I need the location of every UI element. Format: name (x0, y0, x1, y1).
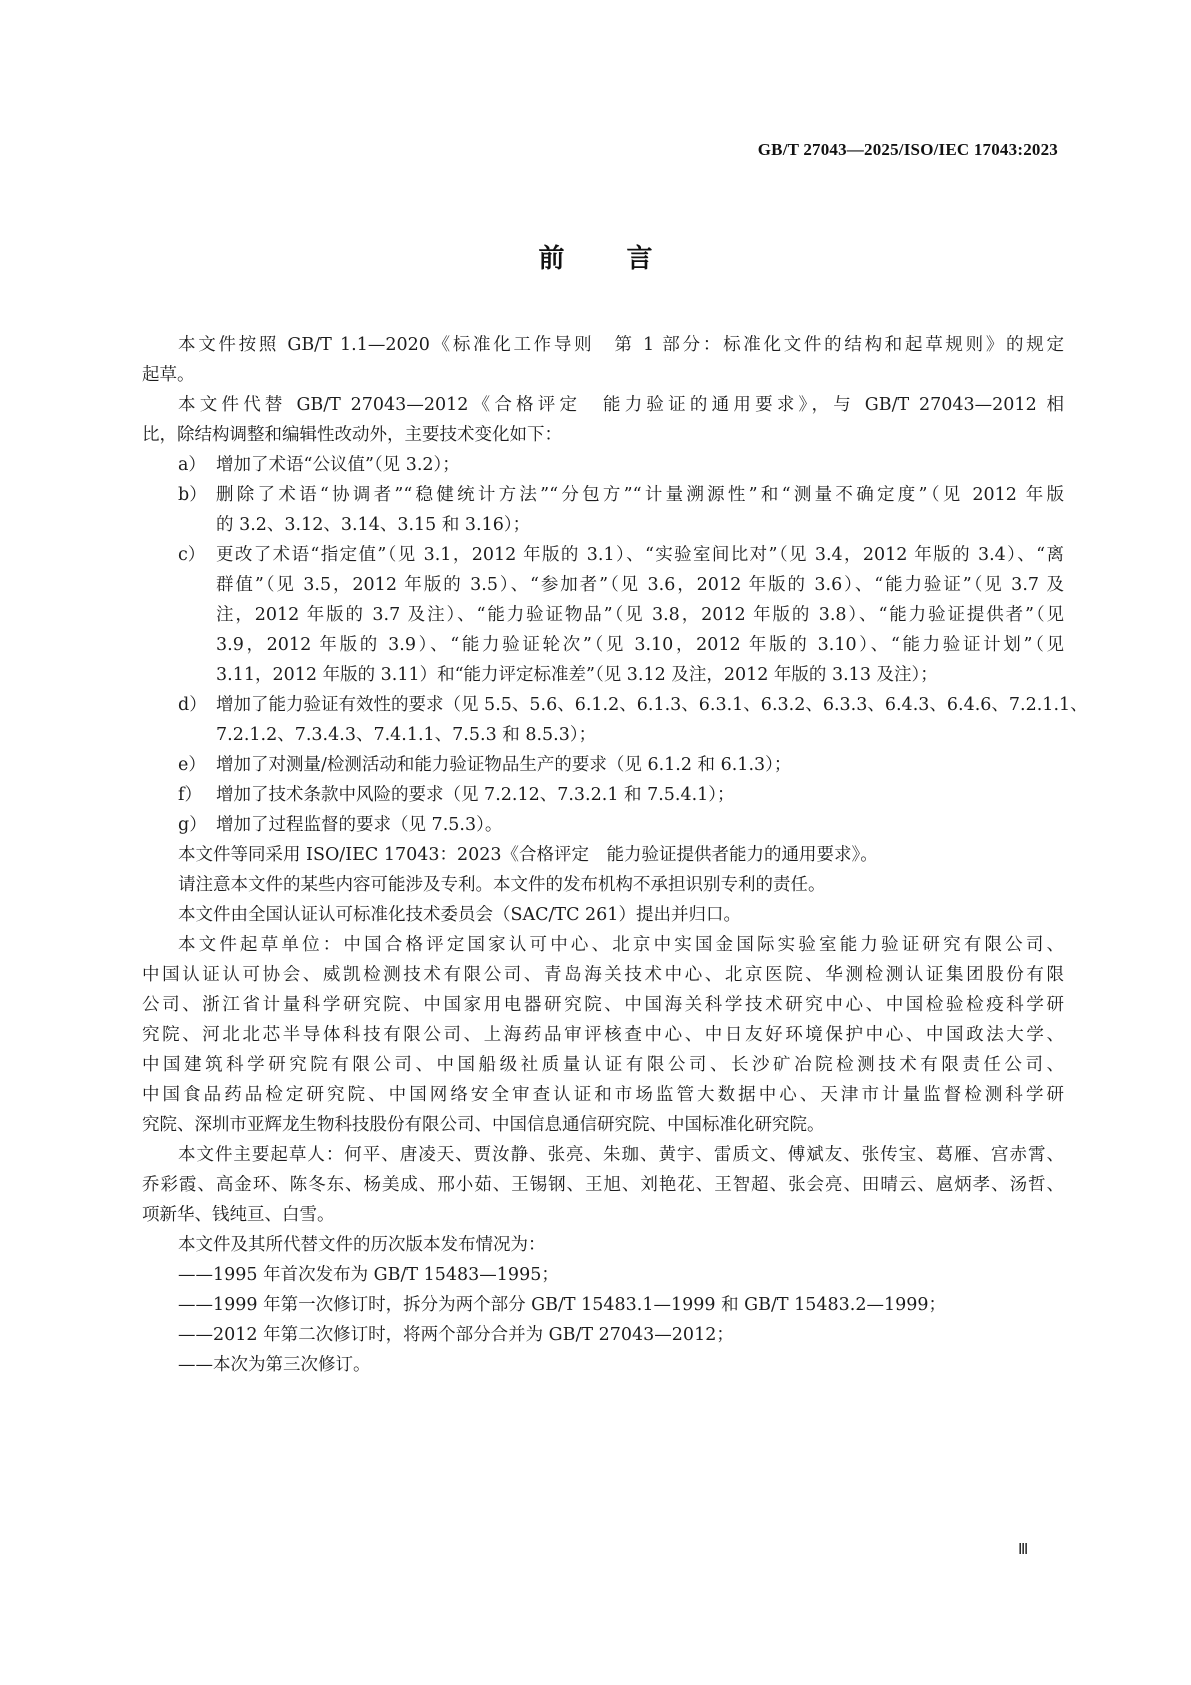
list-item-text: 删除了术语“协调者”“稳健统计方法”“分包方”“计量溯源性”和“测量不确定度”（见 2012 年版 (216, 485, 1064, 505)
list-item (142, 480, 1064, 510)
list-item-text: 3.11，2012 年版的 3.11）和“能力评定标准差”（见 3.12 及注，2012 年版的 3.13 及注）； (216, 665, 938, 685)
drafters-line: 项新华、钱纯亘、白雪。 (142, 1205, 335, 1225)
patent-notice: 请注意本文件的某些内容可能涉及专利。本文件的发布机构不承担识别专利的责任。 (178, 875, 826, 895)
list-item-text: 增加了技术条款中风险的要求（见 7.2.12、7.3.2.1 和 7.5.4.1）； (216, 785, 735, 805)
drafting-units-line: 本文件起草单位：中国合格评定国家认可中心、北京中实国金国际实验室能力验证研究有限公司、 (178, 935, 1064, 955)
history-item: ——1995 年首次发布为 GB/T 15483—1995； (178, 1265, 559, 1285)
paragraph-line: 比，除结构调整和编辑性改动外，主要技术变化如下： (142, 425, 562, 445)
adoption-statement: 本文件等同采用 ISO/IEC 17043：2023《合格评定 能力验证提供者能力的通用要求》。 (178, 845, 878, 865)
title-char-1: 前 (538, 244, 565, 274)
list-item-text: 7.2.1.2、7.3.4.3、7.4.1.1、7.5.3 和 8.5.3）； (216, 725, 597, 745)
list-item-text: 增加了过程监督的要求（见 7.5.3）。 (216, 815, 503, 835)
list-item-text: 注，2012 年版的 3.7 及注）、“能力验证物品”（见 3.8，2012 年版的 3.8）、“能力验证提供者”（见 (216, 605, 1064, 625)
list-item-label: a） (178, 455, 206, 475)
drafting-units-line: 中国食品药品检定研究院、中国网络安全审查认证和市场监管大数据中心、天津市计量监督检测科学研 (142, 1085, 1064, 1105)
list-item-text: 3.9，2012 年版的 3.9）、“能力验证轮次”（见 3.10，2012 年版的 3.10）、“能力验证计划”（见 (216, 635, 1064, 655)
list-item (142, 810, 1064, 840)
list-item (142, 780, 1064, 810)
list-item-label: e） (178, 755, 206, 775)
list-item-text: 增加了对测量/检测活动和能力验证物品生产的要求（见 6.1.2 和 6.1.3）； (216, 755, 792, 775)
history-item: ——2012 年第二次修订时，将两个部分合并为 GB/T 27043—2012； (178, 1325, 734, 1345)
page-title (0, 238, 1191, 275)
list-item-label: g） (178, 815, 207, 835)
history-intro: 本文件及其所代替文件的历次版本发布情况为： (178, 1235, 546, 1255)
standard-code-header (758, 140, 1058, 160)
drafters-line: 本文件主要起草人：何平、唐凌天、贾汝静、张亮、朱珈、黄宇、雷质文、傅斌友、张传宝、葛雁、宫赤霄、 (178, 1145, 1064, 1165)
drafting-units-line: 究院、河北北芯半导体科技有限公司、上海药品审评核查中心、中日友好环境保护中心、中国政法大学、 (142, 1025, 1064, 1045)
drafting-units-line: 中国认证认可协会、威凯检测技术有限公司、青岛海关技术中心、北京医院、华测检测认证集团股份有限 (142, 965, 1064, 985)
page-number: Ⅲ (1018, 1542, 1029, 1558)
standard-code-prefix: GB/T (757, 140, 804, 159)
drafters-line: 乔彩霞、高金环、陈冬东、杨美成、邢小茹、王锡钢、王旭、刘艳花、王智超、张会亮、田晴云、扈炳孝、汤哲、 (142, 1175, 1064, 1195)
list-item-label: b） (178, 485, 207, 505)
title-char-2: 言 (626, 244, 653, 274)
list-item-text: 更改了术语“指定值”（见 3.1，2012 年版的 3.1）、“实验室间比对”（见 3.4，2012 年版的 3.4）、“离 (216, 545, 1064, 565)
list-item (142, 750, 1064, 780)
list-item (142, 690, 1088, 720)
list-item-text: 的 3.2、3.12、3.14、3.15 和 3.16）； (216, 515, 531, 535)
paragraph-line: 本文件代替 GB/T 27043—2012《合格评定 能力验证的通用要求》，与 GB/T 27043—2012 相 (178, 395, 1064, 415)
foreword-body (142, 330, 1088, 1380)
paragraph-line: 本文件按照 GB/T 1.1—2020《标准化工作导则 第 1 部分：标准化文件的结构和起草规则》的规定 (178, 335, 1064, 355)
paragraph-line: 起草。 (142, 365, 195, 385)
history-item: ——本次为第三次修订。 (178, 1355, 371, 1375)
list-item-text: 增加了能力验证有效性的要求（见 5.5、5.6、6.1.2、6.1.3、6.3.1、6.3.2、6.3.3、6.4.3、6.4.6、7.2.1.1、 (216, 695, 1088, 715)
standard-code-number: 27043—2025/ISO/IEC 17043:2023 (803, 140, 1058, 159)
list-item-text: 群值”（见 3.5，2012 年版的 3.5）、“参加者”（见 3.6，2012 年版的 3.6）、“能力验证”（见 3.7 及 (216, 575, 1064, 595)
list-item-text: 增加了术语“公议值”（见 3.2）； (216, 455, 460, 475)
list-item-label: f） (178, 785, 202, 805)
drafting-units-line: 公司、浙江省计量科学研究院、中国家用电器研究院、中国海关科学技术研究中心、中国检验检疫科学研 (142, 995, 1064, 1015)
list-item-label: d） (178, 695, 207, 715)
list-item (142, 450, 1064, 480)
list-item-label: c） (178, 545, 206, 565)
history-item: ——1999 年第一次修订时，拆分为两个部分 GB/T 15483.1—1999 和 GB/T 15483.2—1999； (178, 1295, 947, 1315)
list-item (142, 540, 1064, 570)
proposer-statement: 本文件由全国认证认可标准化技术委员会（SAC/TC 261）提出并归口。 (178, 905, 741, 925)
drafting-units-line: 中国建筑科学研究院有限公司、中国船级社质量认证有限公司、长沙矿冶院检测技术有限责任公司、 (142, 1055, 1064, 1075)
drafting-units-line: 究院、深圳市亚辉龙生物科技股份有限公司、中国信息通信研究院、中国标准化研究院。 (142, 1115, 825, 1135)
